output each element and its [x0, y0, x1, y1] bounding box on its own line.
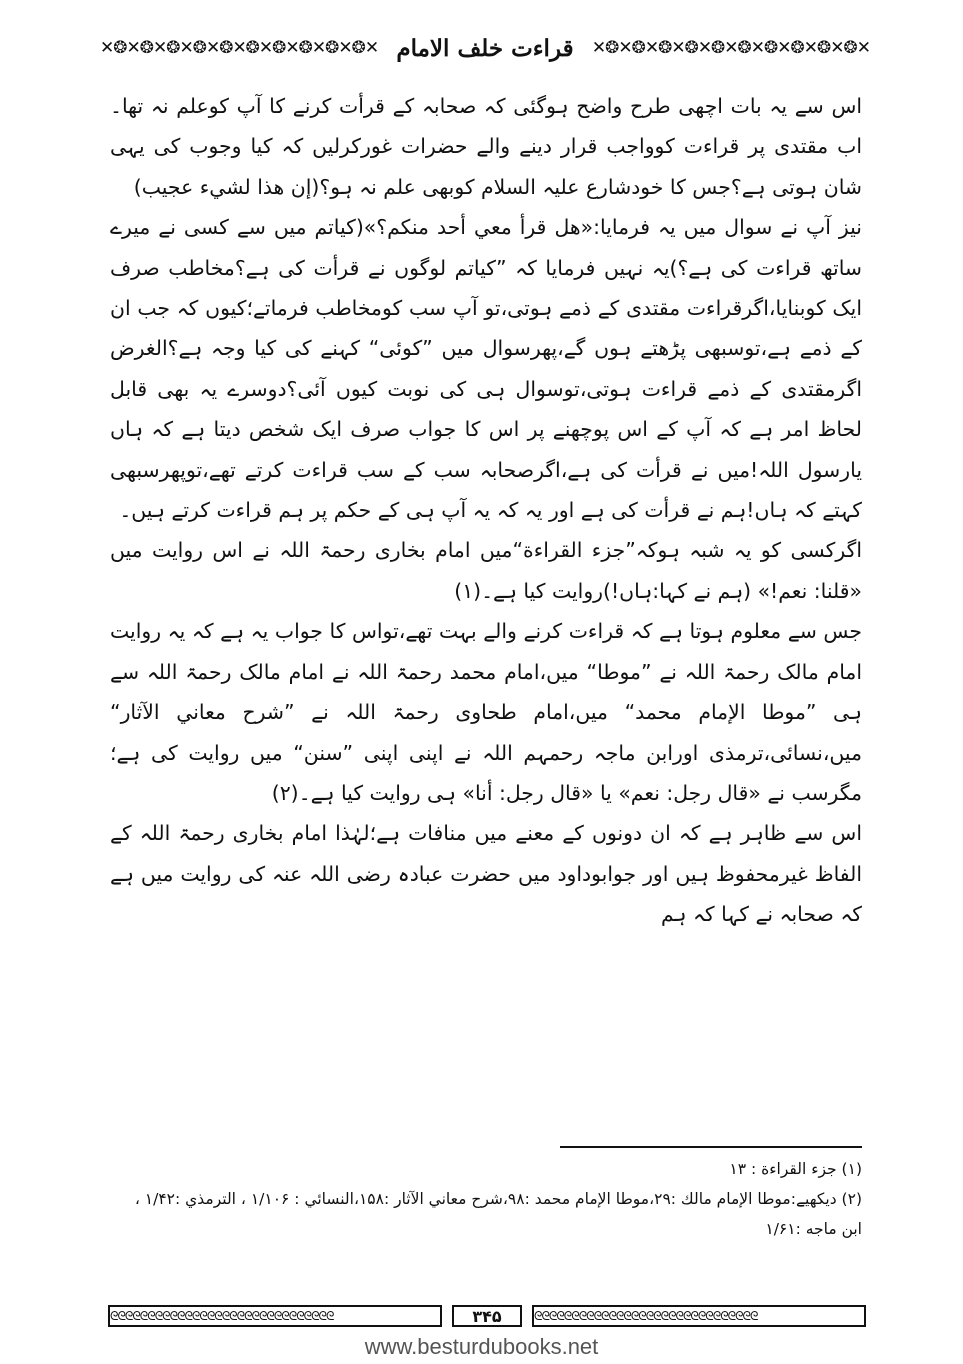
paragraph: نیز آپ نے سوال میں یہ فرمایا:«هل قرأ معي أحد منكم؟»(کیاتم میں سے کسی نے میرے ساتھ قراءت کی ہے؟)یہ نہیں فرمایا کہ ”کیاتم لوگوں نے قرأت کی ہے؟مخاطب صرف ایک کوبنایا،اگرقراءت مقتدی کے ذمے ہوتی،تو آپ سب کومخاطب فرماتے؛کیوں کہ جب ان کے ذمے ہے،توسبھی پڑھتے ہوں گے،پھرسوال میں ”کوئی“ کہنے کی کیا وجہ ہے؟الغرض اگرمقتدی کے ذمے قراءت ہوتی،توسوال ہی کی نوبت کیوں آئی؟دوسرے یہ بھی قابل لحاظ امر ہے کہ آپ کے اس پوچھنے پر اس کا جواب صرف ایک شخص دیتا ہے کہ ہاں یارسول اللہ!میں نے قرأت کی ہے،اگرصحابہ سب کے سب قراءت کرتے تھے،توپھرسبھی کہتے کہ ہاں!ہم نے قرأت کی ہے اور یہ کہ یہ آپ ہی کے حکم پر ہم قراءت کرتے ہیں۔: [110, 215, 862, 523]
page-header: [100, 28, 870, 68]
header-border-left: ✕❂✕❂✕❂✕❂✕❂✕❂✕❂✕❂✕❂✕❂✕: [100, 38, 379, 58]
page-number: ۳۴۵: [452, 1305, 522, 1327]
paragraph: اگرکسی کو یہ شبہ ہوکہ”جزء القراءة“میں امام بخاری رحمۃ اللہ نے اس روایت میں «قلنا: نعم!» (ہم نے کہا:ہاں!)روایت کیا ہے۔(۱): [110, 538, 862, 603]
main-text: [110, 86, 862, 935]
footnote-divider: [560, 1146, 862, 1148]
paragraph: اس سے یہ بات اچھی طرح واضح ہوگئی کہ صحابہ کے قرأت کرنے کا آپ کوعلم نہ تھا۔اب مقتدی پر قراءت کوواجب قرار دینے والے حضرات غورکرلیں کہ کیا وجوب کی یہی شان ہوتی ہے؟جس کا خودشارع علیہ السلام کوبھی علم نہ ہو؟(إن هذا لشيء عجيب): [110, 94, 862, 199]
paragraph: جس سے معلوم ہوتا ہے کہ قراءت کرنے والے بہت تھے،تواس کا جواب یہ ہے کہ یہ روایت امام مالک رحمۃ اللہ نے ”موطا“ میں،امام محمد رحمۃ اللہ نے امام مالک رحمۃ اللہ سے ہی ”موطا الإمام محمد“ میں،امام طحاوی رحمۃ اللہ نے ”شرح معاني الآثار“ میں،نسائی،ترمذی اورابن ماجہ رحمہم اللہ نے اپنی اپنی ”سنن“ میں روایت کی ہے؛مگرسب نے «قال رجل: نعم» یا «قال رجل: أنا» ہی روایت کیا ہے۔(۲): [110, 619, 862, 805]
footer-border-right: ᘓᘓᘓᘓᘓᘓᘓᘓᘓᘓᘓᘓᘓᘓᘓᘓᘓᘓᘓᘓᘓᘓᘓᘓᘓᘓᘓᘓᘓᘓ: [532, 1305, 866, 1327]
footnotes: [110, 1154, 862, 1244]
paragraph: اس سے ظاہر ہے کہ ان دونوں کے معنے میں منافات ہے؛لہٰذا امام بخاری رحمۃ اللہ کے الفاظ غیرمحفوظ ہیں اور جوابوداود میں حضرت عبادہ رضی اللہ عنہ کی روایت میں ہے کہ صحابہ نے کہا کہ ہم: [110, 821, 862, 927]
header-border-right: ✕❂✕❂✕❂✕❂✕❂✕❂✕❂✕❂✕❂✕❂✕: [591, 38, 870, 58]
footer-border-left: ᘓᘓᘓᘓᘓᘓᘓᘓᘓᘓᘓᘓᘓᘓᘓᘓᘓᘓᘓᘓᘓᘓᘓᘓᘓᘓᘓᘓᘓᘓ: [108, 1305, 442, 1327]
website-watermark[interactable]: www.besturdubooks.net: [364, 1334, 599, 1359]
footnote: (۲) دیکھیے:موطا الإمام مالك :۲۹،موطا الإمام محمد :۹۸،شرح معاني الآثار :۱۵۸،النسائي : ۱/۱۰۶ ، الترمذي :۱/۴۲ ، ابن ماجه :۱/۶۱: [134, 1190, 862, 1238]
running-title: قراءت خلف الامام: [396, 34, 574, 62]
footnote: (۱) جزء القراءة : ۱۳: [729, 1160, 862, 1178]
page-footer: [108, 1302, 866, 1330]
